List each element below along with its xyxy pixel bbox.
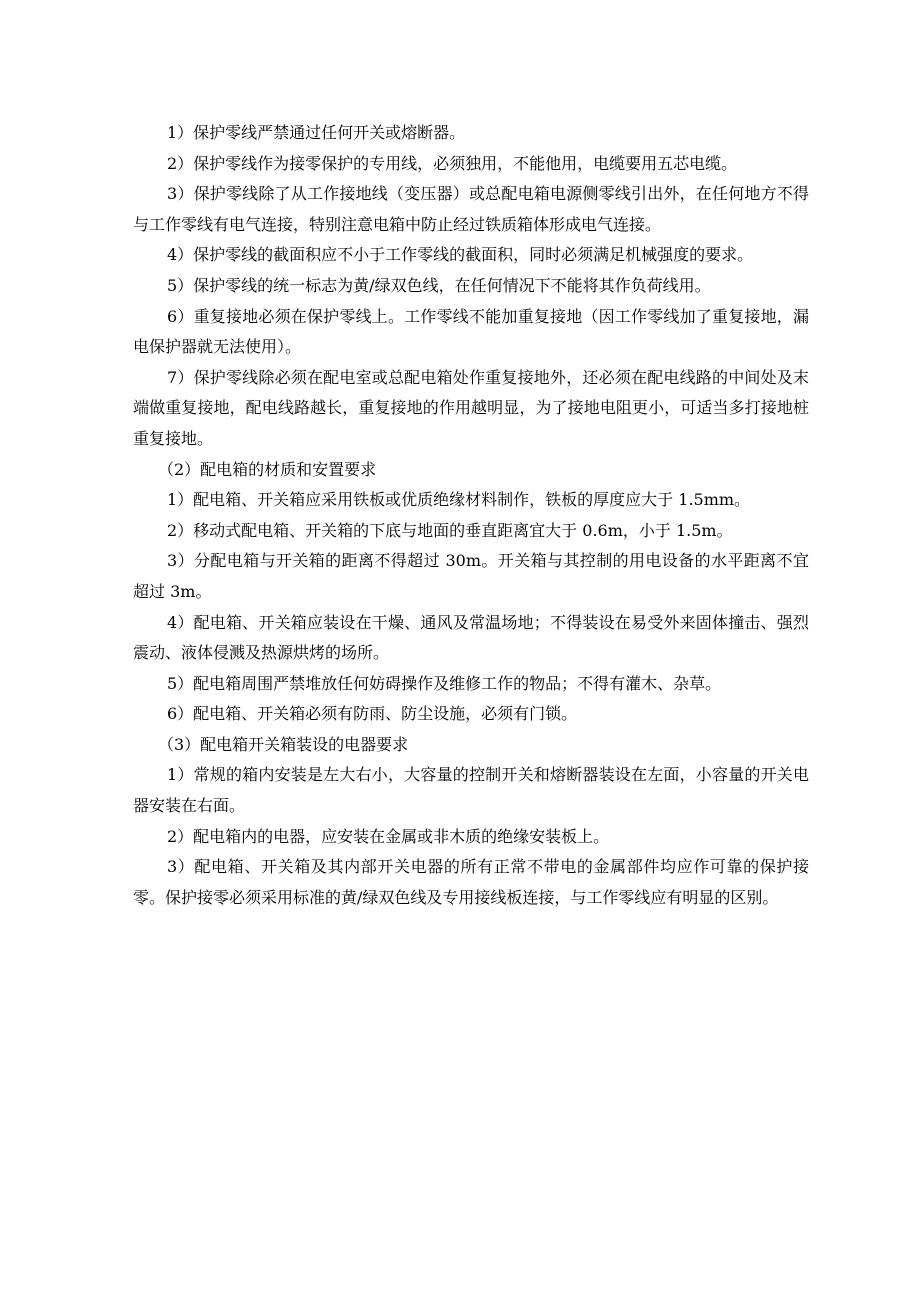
paragraph: 5）配电箱周围严禁堆放任何妨碍操作及维修工作的物品；不得有灌木、杂草。 xyxy=(167,673,722,693)
paragraph: 3）配电箱、开关箱及其内部开关电器的所有正常不带电的金属部件均应作可靠的保护接零。保护接零必须采用标准的黄/绿双色线及专用接线板连接，与工作零线应有明显的区别。 xyxy=(133,857,809,907)
paragraph: 2）配电箱内的电器，应安装在金属或非木质的绝缘安装板上。 xyxy=(167,826,610,846)
paragraph: 3）分配电箱与开关箱的距离不得超过 30m。开关箱与其控制的用电设备的水平距离不宜超过 3m。 xyxy=(133,551,809,601)
paragraph: 7）保护零线除必须在配电室或总配电箱处作重复接地外，还必须在配电线路的中间处及末端做重复接地，配电线路越长，重复接地的作用越明显，为了接地电阻更小，可适当多打接地桩重复接地。 xyxy=(133,367,809,448)
paragraph: 6）重复接地必须在保护零线上。工作零线不能加重复接地（因工作零线加了重复接地，漏电保护器就无法使用）。 xyxy=(133,306,809,357)
paragraph: 4）配电箱、开关箱应装设在干燥、通风及常温场地；不得装设在易受外来固体撞击、强烈震动、液体侵溅及热源烘烤的场所。 xyxy=(133,612,809,663)
paragraph: 1）常规的箱内安装是左大右小，大容量的控制开关和熔断器装设在左面，小容量的开关电器安装在右面。 xyxy=(133,765,809,816)
paragraph: 3）保护零线除了从工作接地线（变压器）或总配电箱电源侧零线引出外，在任何地方不得与工作零线有电气连接，特别注意电箱中防止经过铁质箱体形成电气连接。 xyxy=(133,184,809,234)
paragraph: 5）保护零线的统一标志为黄/绿双色线，在任何情况下不能将其作负荷线用。 xyxy=(167,275,711,295)
paragraph: 4）保护零线的截面积应不小于工作零线的截面积，同时必须满足机械强度的要求。 xyxy=(167,245,754,265)
document-page xyxy=(133,118,809,913)
paragraph: 1）保护零线严禁通过任何开关或熔断器。 xyxy=(167,123,466,142)
paragraph: 2）保护零线作为接零保护的专用线，必须独用，不能他用，电缆要用五芯电缆。 xyxy=(167,153,738,173)
section-heading: （2）配电箱的材质和安置要求 xyxy=(158,459,377,479)
paragraph: 1）配电箱、开关箱应采用铁板或优质绝缘材料制作，铁板的厚度应大于 1.5mm。 xyxy=(167,490,751,510)
section-heading: （3）配电箱开关箱装设的电器要求 xyxy=(158,734,409,754)
paragraph: 6）配电箱、开关箱必须有防雨、防尘设施，必须有门锁。 xyxy=(167,704,578,724)
paragraph: 2）移动式配电箱、开关箱的下底与地面的垂直距离宜大于 0.6m，小于 1.5m。 xyxy=(167,520,733,540)
